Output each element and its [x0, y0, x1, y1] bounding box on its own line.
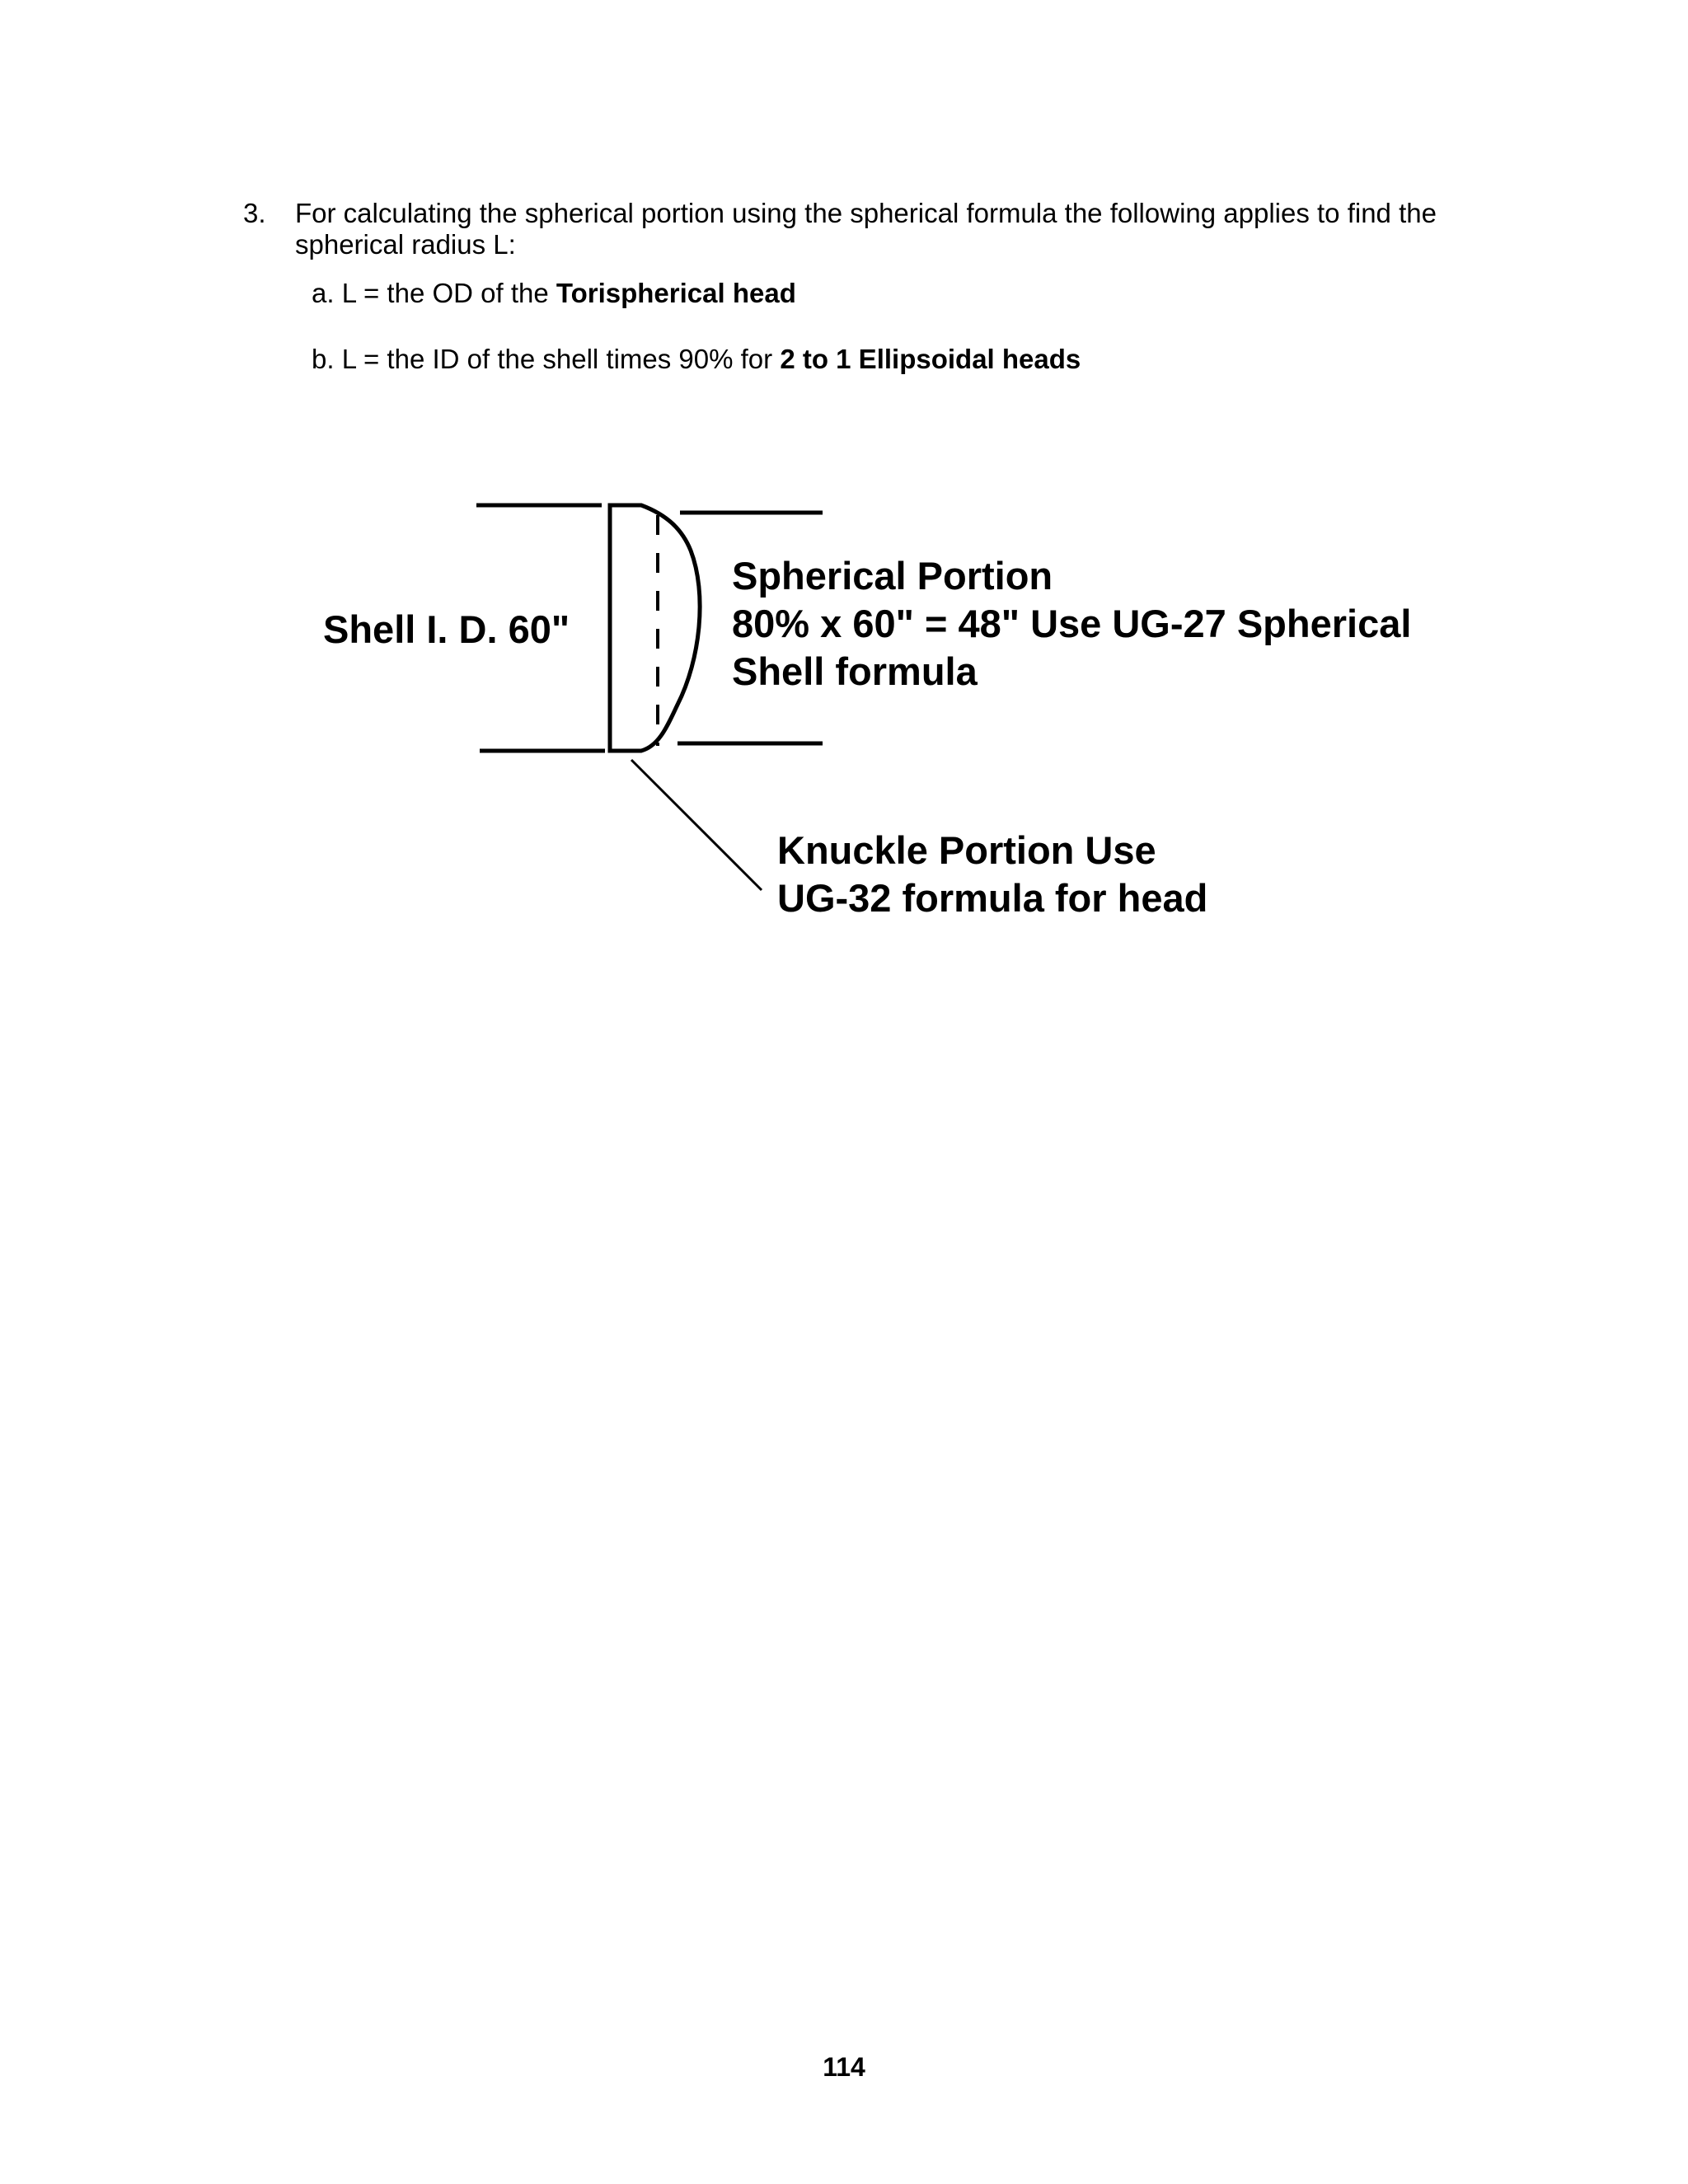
sub-item-a — [312, 278, 796, 309]
knuckle-leader-line — [631, 760, 762, 890]
page-number: 114 — [823, 2052, 865, 2082]
head-outline — [610, 505, 700, 751]
sub-item-b-text: b. L = the ID of the shell times 90% for — [312, 344, 781, 374]
knuckle-label-line1: Knuckle Portion Use — [777, 828, 1156, 872]
sub-item-a-bold: Torispherical head — [556, 278, 796, 308]
spherical-label-line1: Spherical Portion — [732, 554, 1053, 598]
shell-id-label: Shell I. D. 60" — [323, 607, 570, 651]
knuckle-label-line2: UG-32 formula for head — [777, 876, 1208, 920]
sub-item-a-text: a. L = the OD of the — [312, 278, 556, 308]
spherical-label-line2: 80% x 60" = 48" Use UG-27 Spherical — [732, 602, 1412, 645]
list-item-text: For calculating the spherical portion using the spherical formula the following applies to find the spherical radius L: — [295, 198, 1437, 260]
sub-item-b-bold: 2 to 1 Ellipsoidal heads — [780, 344, 1081, 374]
head-diagram — [0, 0, 1688, 989]
list-number: 3. — [243, 198, 266, 228]
sub-item-b — [312, 344, 1081, 375]
spherical-label-line3: Shell formula — [732, 649, 978, 693]
